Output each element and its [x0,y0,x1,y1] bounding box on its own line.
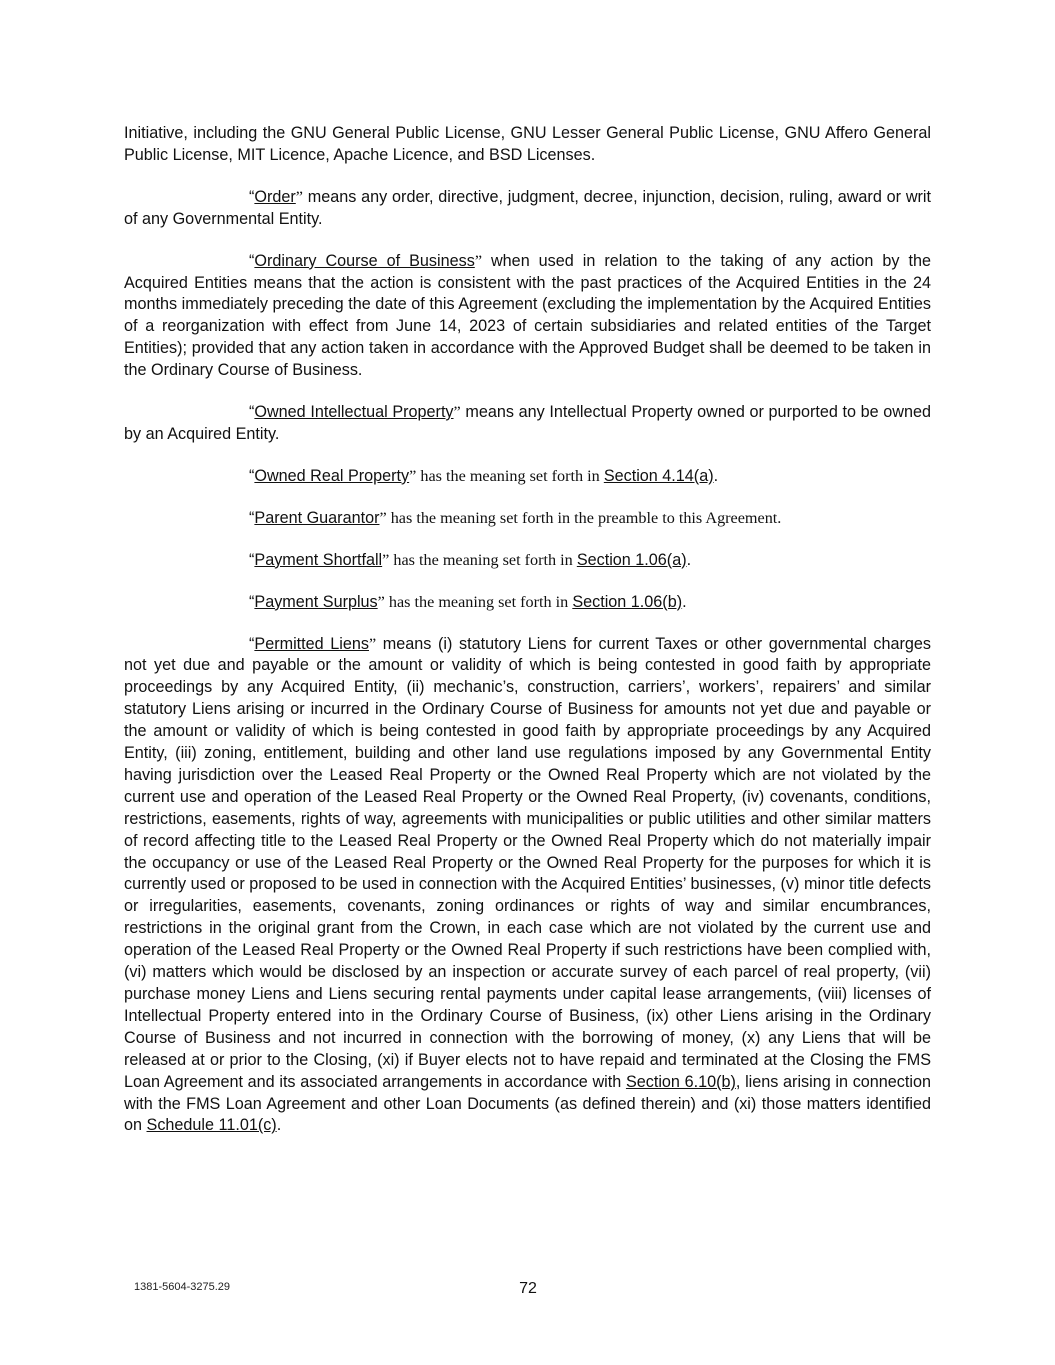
document-id: 1381-5604-3275.29 [134,1281,231,1293]
defined-term-owned-real-property: Owned Real Property [254,466,410,485]
section-ref-1-06a[interactable]: Section 1.06(a) [576,550,687,569]
quote-open: “ [249,508,255,527]
defined-term-permitted-liens: Permitted Liens [254,634,369,653]
quote-open: “ [249,550,255,569]
quote-open: “ [249,592,255,611]
definition-owned-ip-text: means any Intellectual Property owned or purported to be owned by an Acquired Entity. [124,403,931,443]
defined-term-ordinary-course: Ordinary Course of Business [254,251,475,270]
quote-open: “ [249,403,255,422]
quote-close: ” [295,187,303,206]
definition-order [124,187,931,231]
period: . [682,592,687,611]
section-ref-6-10b[interactable]: Section 6.10(b) [625,1072,736,1091]
quote-close: ” [382,550,390,569]
definition-payment-shortfall [249,550,931,572]
definition-ordinary-course [124,251,931,382]
section-ref-4-14a[interactable]: Section 4.14(a) [603,466,714,485]
period: . [276,1116,282,1135]
quote-close: ” [368,634,377,653]
quote-open: “ [249,466,255,485]
definition-parent-guarantor-text: has the meaning set forth in the preamble to this Agreement. [386,508,782,527]
definition-permitted-liens [124,634,931,1138]
definition-permitted-liens-text-2: , liens arising in connection with the FMS Loan Agreement and other Loan Documents (as defined therein) and (xi) those matters identified on [124,1072,931,1135]
definition-ordinary-course-text: when used in relation to the taking of any action by the Acquired Entities means that the action is consistent with the past practices of the Acquired Entities in the 24 months immediately preceding the date of this Agreement (excluding the implementation by the Acquired Entities of a reorganization with effect from June 14, 2023 of certain subsidiaries and related entities of the Target Entities); provided that any action taken in accordance with the Approved Budget shall be deemed to be taken in the Ordinary Course of Business. [124,251,931,380]
period: . [686,550,692,569]
section-ref-1-06b[interactable]: Section 1.06(b) [572,592,683,611]
quote-close: ” [474,251,482,270]
intro-text: Initiative, including the GNU General Public License, GNU Lesser General Public License, GNU Affero General Public License, MIT Licence, Apache Licence, and BSD Licenses. [124,124,931,164]
definition-order-text: means any order, directive, judgment, decree, injunction, decision, ruling, award or writ of any Governmental Entity. [124,187,931,228]
schedule-ref-11-01c[interactable]: Schedule 11.01(c) [146,1116,277,1135]
defined-term-owned-ip: Owned Intellectual Property [254,403,454,422]
document-page [124,123,931,1157]
definition-owned-real-property-text: has the meaning set forth in [416,466,604,485]
quote-close: ” [453,403,461,422]
quote-close: ” [409,466,417,485]
defined-term-parent-guarantor: Parent Guarantor [254,508,380,527]
period: . [713,466,719,485]
quote-open: “ [249,187,255,206]
definition-payment-shortfall-text: has the meaning set forth in [389,550,577,569]
definition-permitted-liens-text: means (i) statutory Liens for current Taxes or other governmental charges not yet due and payable or the amount or validity of which is being contested in good faith by appropriate proceedings by any Acquired Entity, (ii) mechanic’s, construction, carriers’, workers’, repairers’ and similar statutory Liens arising or incurred in the Ordinary Course of Business for amounts not yet due and payable or the amount or validity of which is being contested in good faith by appropriate proceedings by any Acquired Entity, (iii) zoning, entitlement, building and other land use regulations imposed by any Governmental Entity having jurisdiction over the Leased Real Property or the Owned Real Property which are not violated by the current use and operation of the Leased Real Property or the Owned Real Property, (iv) covenants, conditions, restrictions, easements, rights of way, agreements with municipalities or public utilities and other similar matters of record affecting title to the Leased Real Property or the Owned Real Property which do not materially impair the occupancy or use of the Leased Real Property or the Owned Real Property for the purposes for which it is currently used or proposed to be used in connection with the Acquired Entities’ businesses, (v) minor title defects or irregularities, easements, covenants, zoning ordinances or rights of way and similar encumbrances, restrictions in the original grant from the Crown, in each case which are not violated by the current use and operation of the Leased Real Property or the Owned Real Property if such restrictions have been complied with, (vi) matters which would be disclosed by an inspection or accurate survey of each parcel of real property, (vii) purchase money Liens and Liens securing rental payments under capital lease arrangements, (viii) licenses of Intellectual Property entered into in the Ordinary Course of Business, (ix) other Liens arising in the Ordinary Course of Business and not incurred in connection with the borrowing of money, (x) any Liens that will be released at or prior to the Closing, (xi) if Buyer elects not to have repaid and terminated at the Closing the FMS Loan Agreement and its associated arrangements in accordance with [124,634,931,1091]
intro-paragraph [124,123,931,167]
definition-parent-guarantor [249,508,931,530]
defined-term-payment-surplus: Payment Surplus [254,592,378,611]
quote-open: “ [249,251,255,270]
quote-close: ” [379,508,387,527]
page-number: 72 [519,1280,537,1297]
quote-open: “ [249,634,255,653]
defined-term-payment-shortfall: Payment Shortfall [254,550,383,569]
definition-payment-surplus-text: has the meaning set forth in [384,592,573,611]
definition-owned-ip [124,402,931,446]
defined-term-order: Order [254,187,296,206]
quote-close: ” [377,592,385,611]
definition-owned-real-property [249,466,931,488]
definition-payment-surplus [249,592,931,614]
